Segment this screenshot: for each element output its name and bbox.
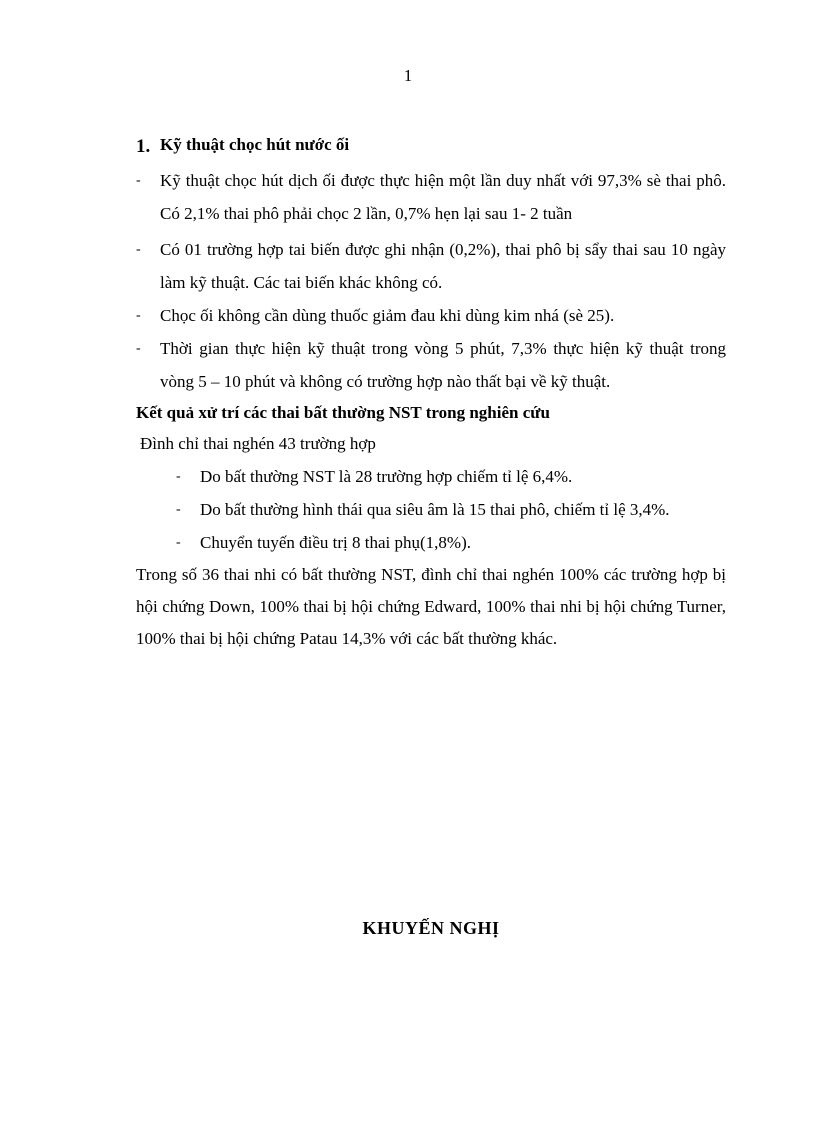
list-item-text: Thời gian thực hiện kỹ thuật trong vòng 5 phút, 7,3% thực hiện kỹ thuật trong vòng 5 – 10 phút và không có trường hợp nào thất bại về kỹ thuật. — [160, 339, 726, 391]
list-item — [136, 299, 726, 332]
results-paragraph: Trong số 36 thai nhi có bất thường NST, đình chỉ thai nghén 100% các trường hợp bị hội chứng Down, 100% thai bị hội chứng Edward, 100% thai nhi bị hội chứng Turner, 100% thai bị hội chứng Patau 14,3% với các bất thường khác. — [136, 565, 726, 648]
section-heading — [136, 132, 726, 158]
page-number: 1 — [403, 66, 413, 85]
bullet-marker: - — [136, 308, 141, 323]
section-number: 1. — [136, 136, 151, 157]
results-subheading: Đình chỉ thai nghén 43 trường hợp — [140, 434, 376, 453]
list-item — [136, 164, 726, 230]
bullet-marker: - — [136, 341, 141, 356]
list-item-text: Do bất thường NST là 28 trường hợp chiếm tỉ lệ 6,4%. — [200, 467, 573, 486]
document-body — [136, 132, 726, 655]
bullet-marker: - — [176, 469, 181, 484]
bullet-marker: - — [136, 242, 141, 257]
list-item-text: Chọc ối không cần dùng thuốc giảm đau khi dùng kim nhá (sè 25). — [160, 306, 615, 325]
results-heading: Kết quả xử trí các thai bất thường NST trong nghiên cứu — [136, 403, 550, 422]
list-item — [176, 526, 726, 559]
list-item-text: Do bất thường hình thái qua siêu âm là 15 thai phô, chiếm tỉ lệ 3,4%. — [200, 500, 670, 519]
list-item-text: Kỹ thuật chọc hút dịch ối được thực hiện một lần duy nhất với 97,3% sè thai phô. Có 2,1% thai phô phải chọc 2 lần, 0,7% hẹn lại sau 1- 2 tuần — [160, 171, 726, 223]
bullet-marker: - — [176, 535, 181, 550]
recommendation-heading: KHUYẾN NGHỊ — [362, 918, 500, 938]
bullet-marker: - — [136, 173, 141, 188]
bullet-marker: - — [176, 502, 181, 517]
list-item — [176, 493, 726, 526]
list-item — [136, 233, 726, 299]
list-item-text: Có 01 trường hợp tai biến được ghi nhận (0,2%), thai phô bị sẩy thai sau 10 ngày làm kỹ thuật. Các tai biến khác không có. — [160, 240, 726, 292]
list-item-text: Chuyển tuyến điều trị 8 thai phụ(1,8%). — [200, 533, 472, 552]
list-item — [136, 332, 726, 398]
section-title: Kỹ thuật chọc hút nước ối — [160, 135, 350, 154]
list-item — [176, 460, 726, 493]
